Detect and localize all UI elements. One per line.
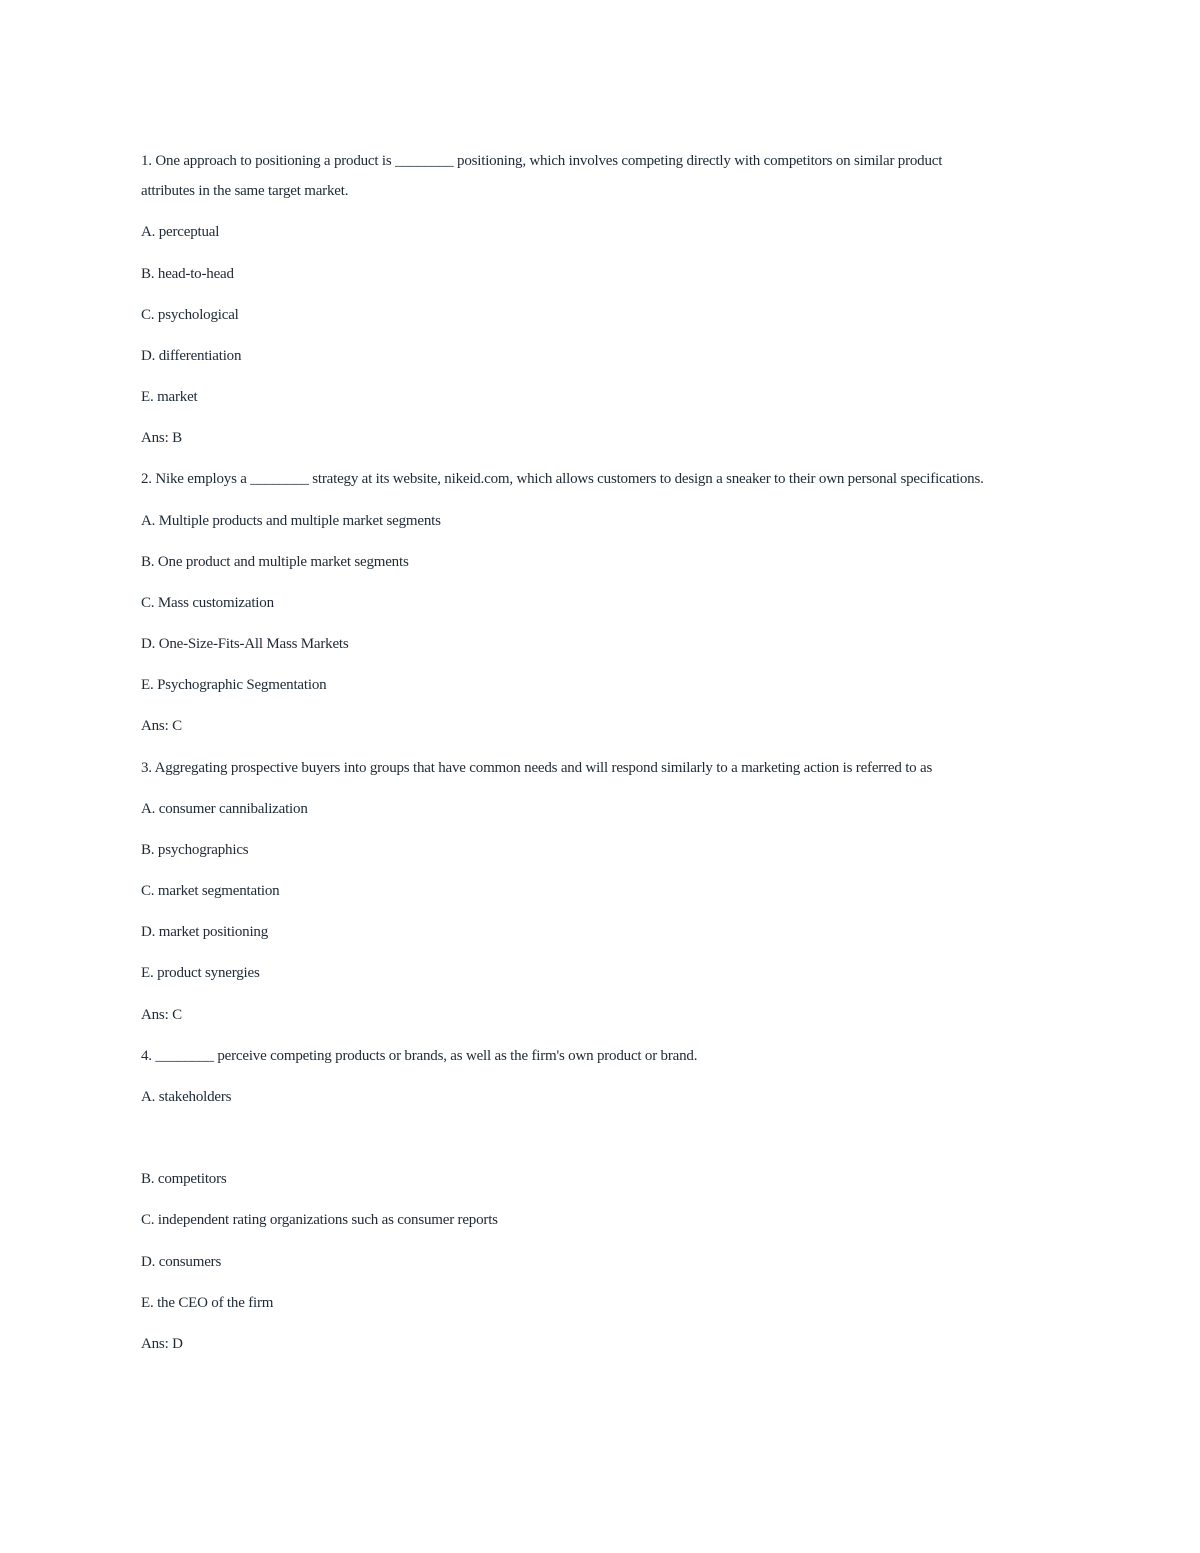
question-2-option-c: C. Mass customization (141, 595, 274, 611)
question-2-option-e: E. Psychographic Segmentation (141, 677, 327, 693)
question-2-option-a: A. Multiple products and multiple market segments (141, 513, 441, 529)
question-4-stem: 4. ________ perceive competing products or brands, as well as the firm's own product or brand. (141, 1048, 698, 1064)
question-4-option-b: B. competitors (141, 1171, 227, 1187)
question-2-answer: Ans: C (141, 718, 182, 734)
question-1-option-b: B. head-to-head (141, 266, 234, 282)
question-3-option-d: D. market positioning (141, 924, 269, 940)
question-1-option-d: D. differentiation (141, 348, 242, 364)
question-4-option-e: E. the CEO of the firm (141, 1295, 274, 1311)
question-1-option-c: C. psychological (141, 307, 239, 323)
question-2-option-d: D. One-Size-Fits-All Mass Markets (141, 636, 349, 652)
question-4-option-d: D. consumers (141, 1254, 222, 1270)
question-3-option-b: B. psychographics (141, 842, 249, 858)
question-2-stem: 2. Nike employs a ________ strategy at its website, nikeid.com, which allows customers to design a sneaker to their own personal specifications. (141, 471, 984, 487)
question-3-option-c: C. market segmentation (141, 883, 280, 899)
question-3-answer: Ans: C (141, 1007, 182, 1023)
question-1-option-a: A. perceptual (141, 224, 220, 240)
question-1-option-e: E. market (141, 389, 198, 405)
question-4-option-c: C. independent rating organizations such as consumer reports (141, 1212, 498, 1228)
question-3-option-e: E. product synergies (141, 965, 260, 981)
question-1-stem-line-2: attributes in the same target market. (141, 183, 349, 199)
question-4-option-a: A. stakeholders (141, 1089, 232, 1105)
question-3-option-a: A. consumer cannibalization (141, 801, 308, 817)
question-3-stem: 3. Aggregating prospective buyers into groups that have common needs and will respond similarly to a marketing action is referred to as (141, 760, 933, 776)
question-1-answer: Ans: B (141, 430, 182, 446)
question-1-stem-line-1: 1. One approach to positioning a product is ________ positioning, which involves competing directly with competitors on similar product (141, 153, 943, 169)
question-4-answer: Ans: D (141, 1336, 183, 1352)
question-2-option-b: B. One product and multiple market segments (141, 554, 409, 570)
